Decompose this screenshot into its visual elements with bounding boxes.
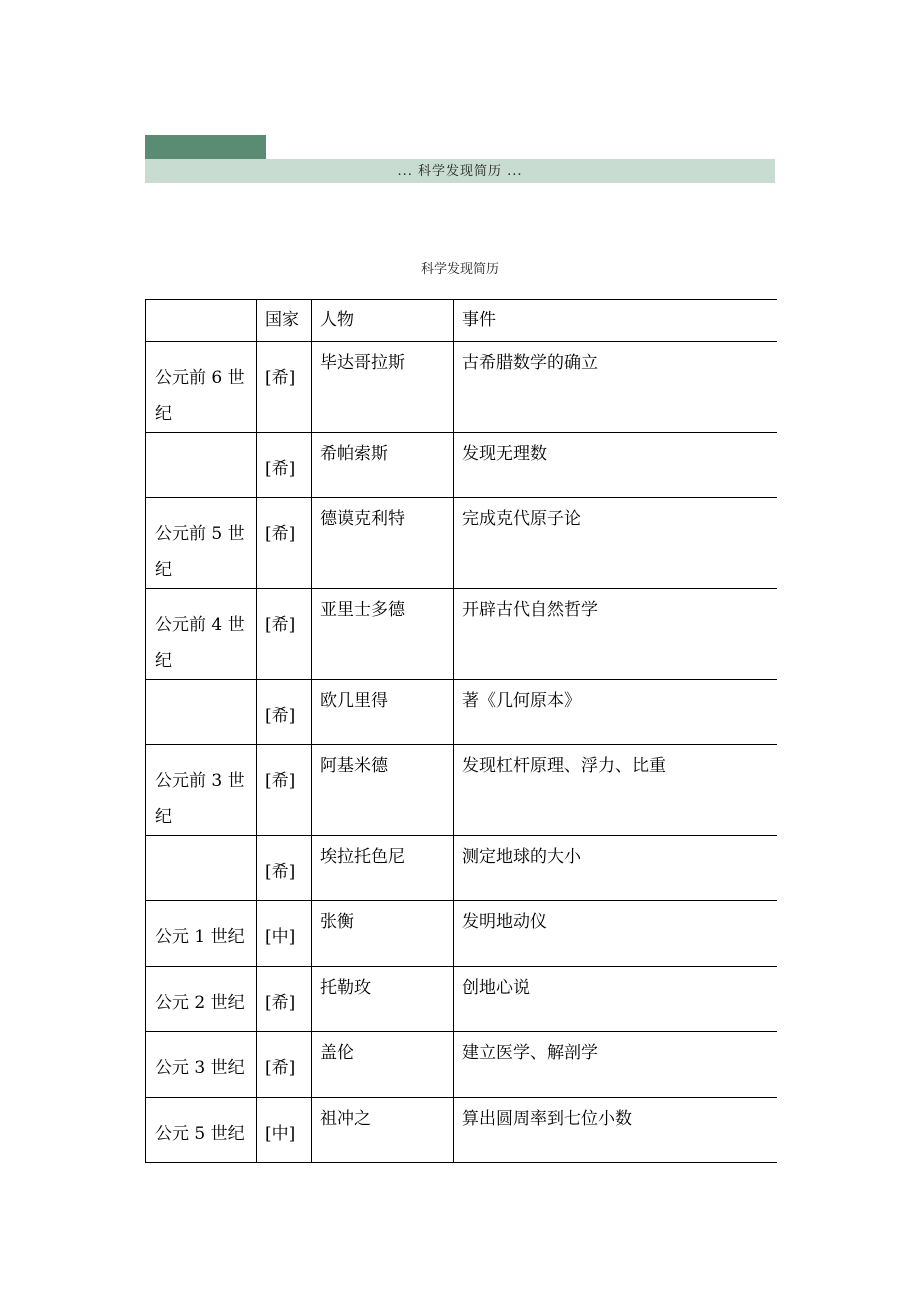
person-cell: 埃拉托色尼 <box>312 836 454 901</box>
table-row <box>146 433 777 498</box>
person-cell: 德谟克利特 <box>312 498 454 589</box>
header-banner: ... 科学发现简历 ... <box>145 159 775 183</box>
table-row <box>146 901 777 967</box>
country-cell: [希] <box>257 498 312 589</box>
table-row <box>146 498 777 589</box>
table-row <box>146 589 777 680</box>
event-cell: 开辟古代自然哲学 <box>454 589 777 680</box>
period-cell: 公元前 3 世纪 <box>146 745 257 836</box>
period-cell: 公元前 4 世纪 <box>146 589 257 680</box>
person-cell: 希帕索斯 <box>312 433 454 498</box>
person-cell: 祖冲之 <box>312 1098 454 1163</box>
country-cell: [希] <box>257 680 312 745</box>
country-cell: [希] <box>257 589 312 680</box>
table-row <box>146 1098 777 1163</box>
country-cell: [希] <box>257 342 312 433</box>
person-cell: 阿基米德 <box>312 745 454 836</box>
country-cell: [希] <box>257 967 312 1032</box>
period-cell: 公元前 6 世纪 <box>146 342 257 433</box>
event-cell: 发现无理数 <box>454 433 777 498</box>
event-cell: 古希腊数学的确立 <box>454 342 777 433</box>
event-cell: 著《几何原本》 <box>454 680 777 745</box>
period-cell <box>146 836 257 901</box>
header-cell-country: 国家 <box>257 300 312 342</box>
event-cell: 创地心说 <box>454 967 777 1032</box>
person-cell: 张衡 <box>312 901 454 967</box>
country-cell: [希] <box>257 745 312 836</box>
country-cell: [希] <box>257 836 312 901</box>
science-history-table <box>145 299 777 1163</box>
table-header-row <box>146 300 777 342</box>
event-cell: 建立医学、解剖学 <box>454 1032 777 1098</box>
event-cell: 发明地动仪 <box>454 901 777 967</box>
country-cell: [希] <box>257 433 312 498</box>
person-cell: 托勒玫 <box>312 967 454 1032</box>
table-row <box>146 342 777 433</box>
event-cell: 完成克代原子论 <box>454 498 777 589</box>
country-cell: [希] <box>257 1032 312 1098</box>
person-cell: 欧几里得 <box>312 680 454 745</box>
table-row <box>146 1032 777 1098</box>
table-row <box>146 680 777 745</box>
event-cell: 发现杠杆原理、浮力、比重 <box>454 745 777 836</box>
country-cell: [中] <box>257 1098 312 1163</box>
document-title: 科学发现简历 <box>420 262 499 277</box>
table-row <box>146 745 777 836</box>
period-cell <box>146 433 257 498</box>
table-row <box>146 836 777 901</box>
person-cell: 亚里士多德 <box>312 589 454 680</box>
period-cell: 公元前 5 世纪 <box>146 498 257 589</box>
period-cell <box>146 680 257 745</box>
table-row <box>146 967 777 1032</box>
header-cell-person: 人物 <box>312 300 454 342</box>
person-cell: 毕达哥拉斯 <box>312 342 454 433</box>
period-cell: 公元 2 世纪 <box>146 967 257 1032</box>
header-cell-event: 事件 <box>454 300 777 342</box>
event-cell: 算出圆周率到七位小数 <box>454 1098 777 1163</box>
header-cell-period <box>146 300 257 342</box>
person-cell: 盖伦 <box>312 1032 454 1098</box>
period-cell: 公元 5 世纪 <box>146 1098 257 1163</box>
header-accent-block <box>145 135 266 159</box>
period-cell: 公元 3 世纪 <box>146 1032 257 1098</box>
event-cell: 测定地球的大小 <box>454 836 777 901</box>
period-cell: 公元 1 世纪 <box>146 901 257 967</box>
country-cell: [中] <box>257 901 312 967</box>
